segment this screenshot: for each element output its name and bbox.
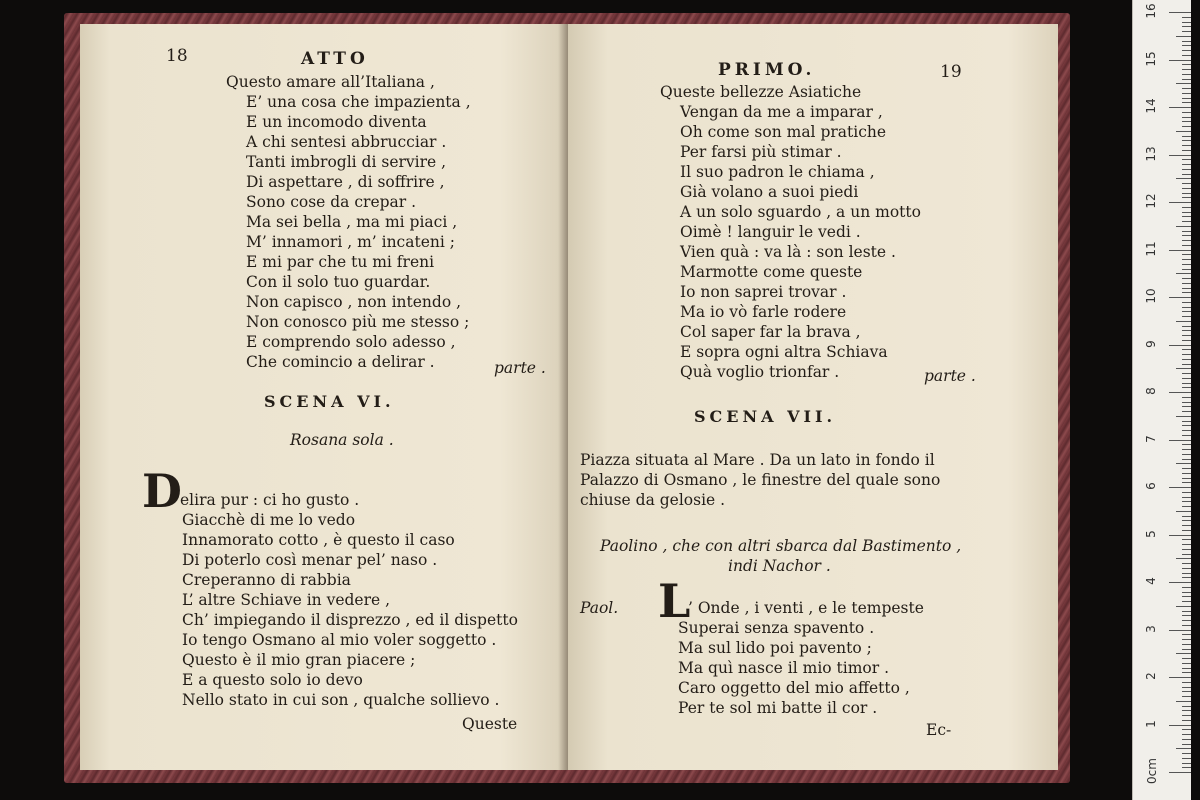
ruler-label: 16 <box>1144 3 1158 19</box>
measurement-ruler <box>1132 0 1191 800</box>
ruler-tick <box>1182 520 1191 521</box>
ruler-tick <box>1182 383 1191 384</box>
verse-line: Superai senza spavento . <box>678 619 875 637</box>
ruler-tick <box>1182 663 1191 664</box>
verse-line: Questo amare all’Italiana , <box>226 73 435 91</box>
verse-line: Già volano a suoi piedi <box>680 183 859 201</box>
ruler-tick <box>1182 183 1191 184</box>
ruler-tick <box>1182 79 1191 80</box>
ruler-tick <box>1176 368 1191 369</box>
ruler-label: 8 <box>1144 387 1158 395</box>
ruler-tick <box>1182 121 1191 122</box>
ruler-tick <box>1182 767 1191 768</box>
verse-line: Queste bellezze Asiatiche <box>660 83 862 101</box>
ruler-label: 4 <box>1144 577 1158 585</box>
ruler-tick <box>1182 330 1191 331</box>
ruler-tick <box>1182 22 1191 23</box>
ruler-tick <box>1182 577 1191 578</box>
ruler-tick <box>1176 321 1191 322</box>
verse-line: Col saper far la brava , <box>680 323 861 341</box>
ruler-tick <box>1182 554 1191 555</box>
verse-line: Innamorato cotto , è questo il caso <box>182 531 455 549</box>
verse-line: Giacchè di me lo vedo <box>182 511 356 529</box>
ruler-tick <box>1182 525 1191 526</box>
verse-line: Ma sul lido poi pavento ; <box>678 639 872 657</box>
ruler-tick <box>1182 668 1191 669</box>
ruler-tick <box>1182 625 1191 626</box>
ruler-tick <box>1182 245 1191 246</box>
ruler-tick <box>1182 444 1191 445</box>
ruler-tick <box>1182 587 1191 588</box>
verse-line: Non conosco più me stesso ; <box>246 313 470 331</box>
ruler-tick <box>1182 17 1191 18</box>
ruler-tick <box>1182 307 1191 308</box>
ruler-label: 9 <box>1144 339 1158 348</box>
ruler-tick <box>1182 478 1191 479</box>
drop-cap: L <box>658 574 691 628</box>
ruler-tick <box>1182 425 1191 426</box>
ruler-tick <box>1182 45 1191 46</box>
ruler-tick <box>1182 506 1191 507</box>
scene-title: SCENA VII. <box>694 407 837 426</box>
verse-line: A chi sentesi abbrucciar . <box>246 133 447 151</box>
ruler-tick <box>1182 340 1191 341</box>
ruler-tick <box>1182 164 1191 165</box>
ruler-tick <box>1182 406 1191 407</box>
ruler-tick <box>1169 202 1191 203</box>
ruler-tick <box>1182 311 1191 312</box>
ruler-label: 7 <box>1144 434 1158 443</box>
catchword: Queste <box>462 715 518 733</box>
scene-title: SCENA VI. <box>264 392 395 411</box>
verse-line: E mi par che tu mi freni <box>246 253 435 271</box>
ruler-tick <box>1176 463 1191 464</box>
verse-line: E’ una cosa che impazienta , <box>246 93 471 111</box>
speaker-name: Paol. <box>580 599 619 617</box>
ruler-tick <box>1169 677 1191 678</box>
verse-line: Di poterlo così menar pel’ naso . <box>182 551 438 569</box>
verse-line: Marmotte come queste <box>680 263 863 281</box>
ruler-tick <box>1182 254 1191 255</box>
ruler-tick <box>1182 729 1191 730</box>
catchword: Ec- <box>926 721 952 739</box>
ruler-tick <box>1182 644 1191 645</box>
verse-line: L’ altre Schiave in vedere , <box>182 591 391 609</box>
verse-line: Quà voglio trionfar . <box>680 363 840 381</box>
ruler-tick <box>1182 169 1191 170</box>
ruler-label: 0cm <box>1145 758 1159 784</box>
verse-line: Ma quì nasce il mio timor . <box>678 659 890 677</box>
ruler-tick <box>1182 112 1191 113</box>
ruler-tick <box>1182 421 1191 422</box>
ruler-tick <box>1182 136 1191 137</box>
ruler-tick <box>1182 349 1191 350</box>
verse-line: ’ Onde , i venti , e le tempeste <box>688 599 924 617</box>
ruler-tick <box>1182 174 1191 175</box>
verse-line: Ma io vò farle rodere <box>680 303 847 321</box>
ruler-label: 12 <box>1144 193 1158 209</box>
verse-line: E sopra ogni altra Schiava <box>680 343 888 361</box>
ruler-tick <box>1182 696 1191 697</box>
setting-line: Piazza situata al Mare . Da un lato in fondo il <box>580 451 935 469</box>
ruler-tick <box>1182 744 1191 745</box>
ruler-tick <box>1182 292 1191 293</box>
ruler-tick <box>1182 539 1191 540</box>
verse-line: Io non saprei trovar . <box>680 283 847 301</box>
ruler-tick <box>1169 487 1191 488</box>
ruler-tick <box>1182 231 1191 232</box>
verse-line: Di aspettare , di soffrire , <box>246 173 445 191</box>
ruler-tick <box>1169 345 1191 346</box>
ruler-tick <box>1169 392 1191 393</box>
ruler-tick <box>1182 88 1191 89</box>
ruler-tick <box>1169 630 1191 631</box>
ruler-tick <box>1182 216 1191 217</box>
verse-line: Oh come son mal pratiche <box>680 123 887 141</box>
ruler-tick <box>1182 64 1191 65</box>
scene-characters: Rosana sola . <box>290 431 394 449</box>
ruler-tick <box>1182 601 1191 602</box>
ruler-tick <box>1182 682 1191 683</box>
verse-line: Sono cose da crepar . <box>246 193 417 211</box>
ruler-tick <box>1169 107 1191 108</box>
ruler-tick <box>1182 568 1191 569</box>
ruler-tick <box>1182 649 1191 650</box>
ruler-tick <box>1182 326 1191 327</box>
ruler-tick <box>1182 672 1191 673</box>
verse-line: Nello stato in cui son , qualche sollievo . <box>182 691 500 709</box>
ruler-tick <box>1182 473 1191 474</box>
ruler-tick <box>1182 354 1191 355</box>
ruler-tick <box>1169 297 1191 298</box>
right-running-header: PRIMO. <box>718 60 816 80</box>
verse-line: Vien quà : va là : son leste . <box>680 243 896 261</box>
scene-characters: Paolino , che con altri sbarca dal Bastimento , <box>600 537 962 555</box>
verse-line: Ch’ impiegando il disprezzo , ed il dispetto <box>182 611 518 629</box>
ruler-label: 3 <box>1144 624 1158 633</box>
ruler-tick <box>1169 535 1191 536</box>
ruler-tick <box>1169 582 1191 583</box>
verse-line: Oimè ! languir le vedi . <box>680 223 861 241</box>
ruler-tick <box>1182 592 1191 593</box>
ruler-tick <box>1182 549 1191 550</box>
ruler-tick <box>1182 501 1191 502</box>
ruler-tick <box>1182 221 1191 222</box>
ruler-tick <box>1169 772 1191 773</box>
verse-line: Io tengo Osmano al mio voler soggetto . <box>182 631 497 649</box>
ruler-label: 11 <box>1144 240 1158 257</box>
ruler-tick <box>1182 387 1191 388</box>
ruler-tick <box>1169 250 1191 251</box>
ruler-tick <box>1182 411 1191 412</box>
ruler-tick <box>1182 402 1191 403</box>
ruler-tick <box>1176 273 1191 274</box>
verse-line: Non capisco , non intendo , <box>246 293 462 311</box>
ruler-tick <box>1182 611 1191 612</box>
ruler-tick <box>1182 687 1191 688</box>
scene-characters: indi Nachor . <box>728 557 831 575</box>
verse-line: Creperanno di rabbia <box>182 571 351 589</box>
ruler-tick <box>1176 748 1191 749</box>
verse-line: E un incomodo diventa <box>246 113 427 131</box>
ruler-tick <box>1176 653 1191 654</box>
ruler-tick <box>1176 178 1191 179</box>
ruler-tick <box>1169 440 1191 441</box>
ruler-tick <box>1182 492 1191 493</box>
ruler-tick <box>1182 459 1191 460</box>
ruler-label: 6 <box>1144 482 1158 490</box>
verse-line: Ma sei bella , ma mi piaci , <box>246 213 458 231</box>
ruler-tick <box>1182 739 1191 740</box>
ruler-tick <box>1182 159 1191 160</box>
ruler-tick <box>1182 117 1191 118</box>
verse-line: Per te sol mi batte il cor . <box>678 699 878 717</box>
ruler-tick <box>1182 212 1191 213</box>
ruler-tick <box>1182 468 1191 469</box>
ruler-tick <box>1176 83 1191 84</box>
ruler-tick <box>1182 516 1191 517</box>
ruler-tick <box>1182 126 1191 127</box>
ruler-tick <box>1182 69 1191 70</box>
ruler-tick <box>1182 150 1191 151</box>
verse-line: elira pur : ci ho gusto . <box>180 491 360 509</box>
ruler-tick <box>1176 131 1191 132</box>
ruler-tick <box>1176 511 1191 512</box>
ruler-tick <box>1182 710 1191 711</box>
ruler-tick <box>1182 397 1191 398</box>
ruler-tick <box>1182 454 1191 455</box>
ruler-tick <box>1176 701 1191 702</box>
left-page <box>80 24 568 770</box>
ruler-tick <box>1182 335 1191 336</box>
verse-line: Tanti imbrogli di servire , <box>246 153 447 171</box>
ruler-tick <box>1182 197 1191 198</box>
ruler-tick <box>1176 606 1191 607</box>
verse-line: Con il solo tuo guardar. <box>246 273 431 291</box>
verse-line: Caro oggetto del mio affetto , <box>678 679 910 697</box>
ruler-tick <box>1182 269 1191 270</box>
right-page-number: 19 <box>940 62 962 82</box>
ruler-tick <box>1182 634 1191 635</box>
ruler-tick <box>1182 753 1191 754</box>
ruler-tick <box>1182 544 1191 545</box>
ruler-tick <box>1182 259 1191 260</box>
ruler-tick <box>1182 763 1191 764</box>
ruler-tick <box>1182 93 1191 94</box>
drop-cap: D <box>142 464 182 518</box>
ruler-tick <box>1182 364 1191 365</box>
ruler-tick <box>1182 449 1191 450</box>
verse-line: Che comincio a delirar . <box>246 353 435 371</box>
ruler-tick <box>1169 60 1191 61</box>
ruler-tick <box>1182 373 1191 374</box>
ruler-tick <box>1182 302 1191 303</box>
verse-line: E a questo solo io devo <box>182 671 363 689</box>
ruler-tick <box>1182 615 1191 616</box>
ruler-tick <box>1182 41 1191 42</box>
ruler-tick <box>1182 563 1191 564</box>
ruler-tick <box>1182 706 1191 707</box>
verse-line: E comprendo solo adesso , <box>246 333 456 351</box>
stage-direction: parte . <box>494 359 546 377</box>
ruler-tick <box>1182 691 1191 692</box>
ruler-tick <box>1176 36 1191 37</box>
ruler-tick <box>1182 193 1191 194</box>
ruler-tick <box>1182 50 1191 51</box>
ruler-tick <box>1182 658 1191 659</box>
ruler-label: 1 <box>1144 719 1158 728</box>
verse-line: A un solo sguardo , a un motto <box>680 203 921 221</box>
ruler-tick <box>1182 264 1191 265</box>
ruler-tick <box>1182 435 1191 436</box>
right-page <box>568 24 1058 770</box>
ruler-tick <box>1182 530 1191 531</box>
ruler-label: 10 <box>1144 288 1158 304</box>
ruler-tick <box>1182 240 1191 241</box>
ruler-tick <box>1176 416 1191 417</box>
ruler-label: 5 <box>1144 529 1158 538</box>
left-page-number: 18 <box>166 46 188 66</box>
ruler-tick <box>1182 140 1191 141</box>
verse-line: Il suo padron le chiama , <box>680 163 875 181</box>
ruler-tick <box>1182 207 1191 208</box>
ruler-tick <box>1182 102 1191 103</box>
ruler-tick <box>1182 288 1191 289</box>
ruler-tick <box>1182 620 1191 621</box>
ruler-tick <box>1182 720 1191 721</box>
setting-line: chiuse da gelosie . <box>580 491 726 509</box>
ruler-tick <box>1182 596 1191 597</box>
ruler-tick <box>1182 188 1191 189</box>
setting-line: Palazzo di Osmano , le finestre del quale sono <box>580 471 941 489</box>
ruler-label: 15 <box>1144 50 1158 67</box>
ruler-tick <box>1182 758 1191 759</box>
ruler-tick <box>1176 558 1191 559</box>
ruler-tick <box>1182 715 1191 716</box>
ruler-tick <box>1182 31 1191 32</box>
ruler-tick <box>1182 145 1191 146</box>
ruler-tick <box>1169 725 1191 726</box>
ruler-tick <box>1182 482 1191 483</box>
ruler-tick <box>1182 573 1191 574</box>
ruler-tick <box>1182 26 1191 27</box>
left-running-header: ATTO <box>301 49 369 69</box>
stage-direction: parte . <box>924 367 976 385</box>
ruler-tick <box>1182 378 1191 379</box>
ruler-tick <box>1182 74 1191 75</box>
ruler-tick <box>1182 639 1191 640</box>
ruler-tick <box>1182 497 1191 498</box>
ruler-tick <box>1169 12 1191 13</box>
ruler-tick <box>1169 155 1191 156</box>
verse-line: Questo è il mio gran piacere ; <box>182 651 416 669</box>
ruler-tick <box>1182 283 1191 284</box>
ruler-tick <box>1182 235 1191 236</box>
ruler-tick <box>1182 98 1191 99</box>
ruler-tick <box>1182 316 1191 317</box>
verse-line: Per farsi più stimar . <box>680 143 842 161</box>
ruler-label: 14 <box>1144 98 1158 114</box>
verse-line: Vengan da me a imparar , <box>680 103 883 121</box>
ruler-tick <box>1182 734 1191 735</box>
ruler-label: 2 <box>1144 672 1158 680</box>
ruler-tick <box>1182 55 1191 56</box>
ruler-tick <box>1182 359 1191 360</box>
ruler-label: 13 <box>1144 145 1158 162</box>
ruler-tick <box>1176 226 1191 227</box>
ruler-tick <box>1182 430 1191 431</box>
ruler-tick <box>1182 278 1191 279</box>
verse-line: M’ innamori , m’ incateni ; <box>246 233 455 251</box>
